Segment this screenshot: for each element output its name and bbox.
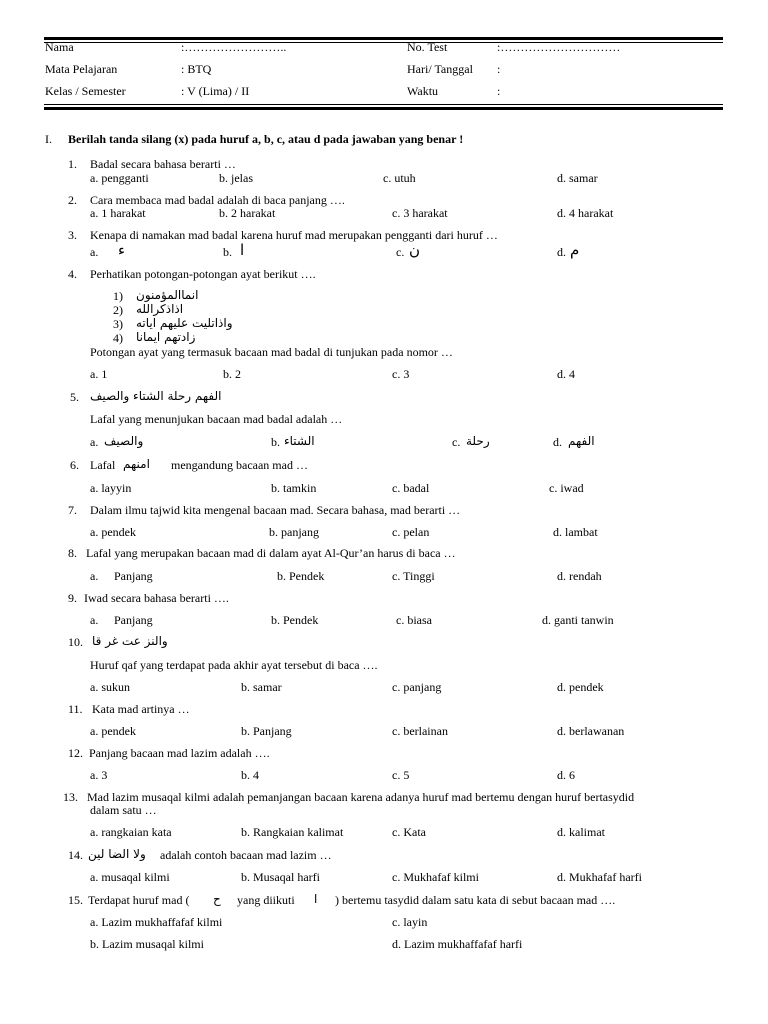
q4-item-4-number: 4): [113, 331, 123, 345]
q5-text: Lafal yang menunjukan bacaan mad badal adalah …: [90, 412, 343, 426]
top-rule-thick: [44, 37, 723, 40]
q15-arabic-1: ح: [213, 892, 221, 906]
q4-option-b: b. 2: [223, 367, 241, 381]
q3-option-a-arabic: ء: [118, 241, 126, 259]
q15-text-mid: yang diikuti: [237, 893, 295, 907]
q15-arabic-2: ا: [314, 892, 318, 906]
q8-option-c: c. Tinggi: [392, 569, 435, 583]
q10-option-b: b. samar: [241, 680, 282, 694]
q3-option-d-arabic: م: [570, 241, 580, 259]
q14-option-d: d. Mukhafaf harfi: [557, 870, 642, 884]
q1-option-c: c. utuh: [383, 171, 416, 185]
q1-option-d: d. samar: [557, 171, 598, 185]
q10-text: Huruf qaf yang terdapat pada akhir ayat tersebut di baca ….: [90, 658, 378, 672]
q4-number: 4.: [68, 267, 77, 281]
q10-option-c: c. panjang: [392, 680, 442, 694]
q9-number: 9.: [68, 591, 77, 605]
q4-item-3-arabic: واذاتليت عليهم اياته: [136, 316, 233, 330]
q4-item-2-number: 2): [113, 303, 123, 317]
q5-option-c: c.: [452, 435, 461, 449]
q3-number: 3.: [68, 228, 77, 242]
header-rule-thin: [44, 104, 723, 105]
q14-text-post: adalah contoh bacaan mad lazim …: [160, 848, 332, 862]
q9-option-b: b. Pendek: [271, 613, 319, 627]
q6-option-c: c. badal: [392, 481, 430, 495]
q15-option-d: d. Lazim mukhaffafaf harfi: [392, 937, 523, 951]
q2-text: Cara membaca mad badal adalah di baca panjang ….: [90, 193, 345, 207]
q6-text-post: mengandung bacaan mad …: [171, 458, 308, 472]
nama-label: Nama: [45, 40, 74, 54]
q4-option-c: c. 3: [392, 367, 410, 381]
section-instruction: Berilah tanda silang (x) pada huruf a, b, c, atau d pada jawaban yang benar !: [68, 132, 464, 146]
q4-item-1-arabic: انماالمؤمنون: [136, 288, 199, 302]
q6-option-a: a. layyin: [90, 481, 132, 495]
q4-item-2-arabic: اذاذكرالله: [136, 302, 184, 316]
q9-option-d: d. ganti tanwin: [542, 613, 614, 627]
q3-option-a: a.: [90, 245, 99, 259]
q2-option-a: a. 1 harakat: [90, 206, 146, 220]
q14-option-c: c. Mukhafaf kilmi: [392, 870, 479, 884]
q7-number: 7.: [68, 503, 77, 517]
q5-option-c-arabic: رحلة: [466, 434, 490, 448]
q5-option-d: d.: [553, 435, 562, 449]
q2-option-c: c. 3 harakat: [392, 206, 448, 220]
q14-number: 14.: [68, 848, 83, 862]
q12-number: 12.: [68, 746, 83, 760]
q13-option-a: a. rangkaian kata: [90, 825, 172, 839]
q5-arabic: الفهم رحلة الشتاء والصيف: [90, 389, 222, 403]
q1-number: 1.: [68, 157, 77, 171]
q5-option-a: a.: [90, 435, 99, 449]
q8-option-a-label: Panjang: [114, 569, 153, 583]
kelas-value: : V (Lima) / II: [181, 84, 250, 98]
header-rule-thick: [44, 107, 723, 110]
q6-text-pre: Lafal: [90, 458, 116, 472]
q13-option-d: d. kalimat: [557, 825, 605, 839]
q2-option-b: b. 2 harakat: [219, 206, 276, 220]
q12-option-d: d. 6: [557, 768, 575, 782]
q15-text-post: ) bertemu tasydid dalam satu kata di sebut bacaan mad ….: [335, 893, 616, 907]
q5-option-a-arabic: والصيف: [104, 434, 144, 448]
q15-number: 15.: [68, 893, 83, 907]
q6-arabic: امنهم: [123, 457, 150, 471]
q2-number: 2.: [68, 193, 77, 207]
q13-option-c: c. Kata: [392, 825, 426, 839]
q9-option-a: a.: [90, 613, 99, 627]
q1-option-b: b. jelas: [219, 171, 253, 185]
q9-option-a-label: Panjang: [114, 613, 153, 627]
q9-text: Iwad secara bahasa berarti ….: [84, 591, 229, 605]
hari-label: Hari/ Tanggal: [407, 62, 473, 76]
q4-option-d: d. 4: [557, 367, 575, 381]
q14-arabic: ولا الضا لين: [88, 847, 146, 861]
section-number: I.: [45, 132, 52, 146]
q3-option-b: b.: [223, 245, 232, 259]
q2-option-d: d. 4 harakat: [557, 206, 614, 220]
q1-option-a: a. pengganti: [90, 171, 149, 185]
q7-option-b: b. panjang: [269, 525, 319, 539]
q6-number: 6.: [70, 458, 79, 472]
q11-option-b: b. Panjang: [241, 724, 292, 738]
q15-option-b: b. Lazim musaqal kilmi: [90, 937, 204, 951]
q11-option-a: a. pendek: [90, 724, 136, 738]
q15-option-a: a. Lazim mukhaffafaf kilmi: [90, 915, 223, 929]
q8-option-b: b. Pendek: [277, 569, 325, 583]
notest-label: No. Test: [407, 40, 448, 54]
q8-text: Lafal yang merupakan bacaan mad di dalam ayat Al-Qur’an harus di baca …: [86, 546, 456, 560]
q7-option-d: d. lambat: [553, 525, 598, 539]
q4-option-a: a. 1: [90, 367, 108, 381]
q7-option-c: c. pelan: [392, 525, 430, 539]
q15-text-pre: Terdapat huruf mad (: [88, 893, 190, 907]
q12-option-a: a. 3: [90, 768, 108, 782]
q10-option-d: d. pendek: [557, 680, 604, 694]
waktu-label: Waktu: [407, 84, 439, 98]
q3-option-c-arabic: ن: [409, 241, 421, 259]
q4-item-4-arabic: زادتهم ايمانا: [136, 330, 196, 344]
q12-option-b: b. 4: [241, 768, 259, 782]
q10-option-a: a. sukun: [90, 680, 130, 694]
q3-option-c: c.: [396, 245, 405, 259]
q9-option-c: c. biasa: [396, 613, 432, 627]
q1-text: Badal secara bahasa berarti …: [90, 157, 236, 171]
q3-text: Kenapa di namakan mad badal karena huruf mad merupakan pengganti dari huruf …: [90, 228, 498, 242]
q11-option-c: c. berlainan: [392, 724, 448, 738]
q11-option-d: d. berlawanan: [557, 724, 625, 738]
q11-text: Kata mad artinya …: [92, 702, 190, 716]
q4-item-1-number: 1): [113, 289, 123, 303]
top-rule-thin: [44, 42, 723, 43]
q13-option-b: b. Rangkaian kalimat: [241, 825, 344, 839]
q8-option-d: d. rendah: [557, 569, 602, 583]
q11-number: 11.: [68, 702, 83, 716]
notest-value: :…………………………: [497, 40, 621, 54]
q4-text: Perhatikan potongan-potongan ayat berikut ….: [90, 267, 316, 281]
q13-number: 13.: [63, 790, 78, 804]
q10-number: 10.: [68, 635, 83, 649]
q4-text2: Potongan ayat yang termasuk bacaan mad badal di tunjukan pada nomor …: [90, 345, 453, 359]
q8-option-a: a.: [90, 569, 99, 583]
q6-option-d: c. iwad: [549, 481, 584, 495]
q5-number: 5.: [70, 390, 79, 404]
waktu-value: :: [497, 84, 501, 98]
q4-item-3-number: 3): [113, 317, 123, 331]
q7-option-a: a. pendek: [90, 525, 136, 539]
q7-text: Dalam ilmu tajwid kita mengenal bacaan mad. Secara bahasa, mad berarti …: [90, 503, 461, 517]
hari-value: :: [497, 62, 501, 76]
mapel-label: Mata Pelajaran: [45, 62, 118, 76]
q6-option-b: b. tamkin: [271, 481, 317, 495]
q5-option-b-arabic: الشتاء: [284, 434, 315, 448]
q8-number: 8.: [68, 546, 77, 560]
q3-option-b-arabic: ا: [240, 241, 245, 259]
q5-option-b: b.: [271, 435, 280, 449]
q15-option-c: c. layin: [392, 915, 428, 929]
q3-option-d: d.: [557, 245, 566, 259]
q10-arabic: والنز عت غر قا: [92, 634, 168, 648]
kelas-label: Kelas / Semester: [45, 84, 126, 98]
q5-option-d-arabic: الفهم: [568, 434, 595, 448]
q14-option-a: a. musaqal kilmi: [90, 870, 170, 884]
nama-value: :……………………..: [181, 40, 287, 54]
q13-text-cont: dalam satu …: [90, 803, 157, 817]
q12-option-c: c. 5: [392, 768, 410, 782]
mapel-value: : BTQ: [181, 62, 212, 76]
q12-text: Panjang bacaan mad lazim adalah ….: [89, 746, 270, 760]
q14-option-b: b. Musaqal harfi: [241, 870, 320, 884]
q13-text: Mad lazim musaqal kilmi adalah pemanjangan bacaan karena adanya huruf mad bertemu dengan huruf bertasydid: [87, 790, 635, 804]
